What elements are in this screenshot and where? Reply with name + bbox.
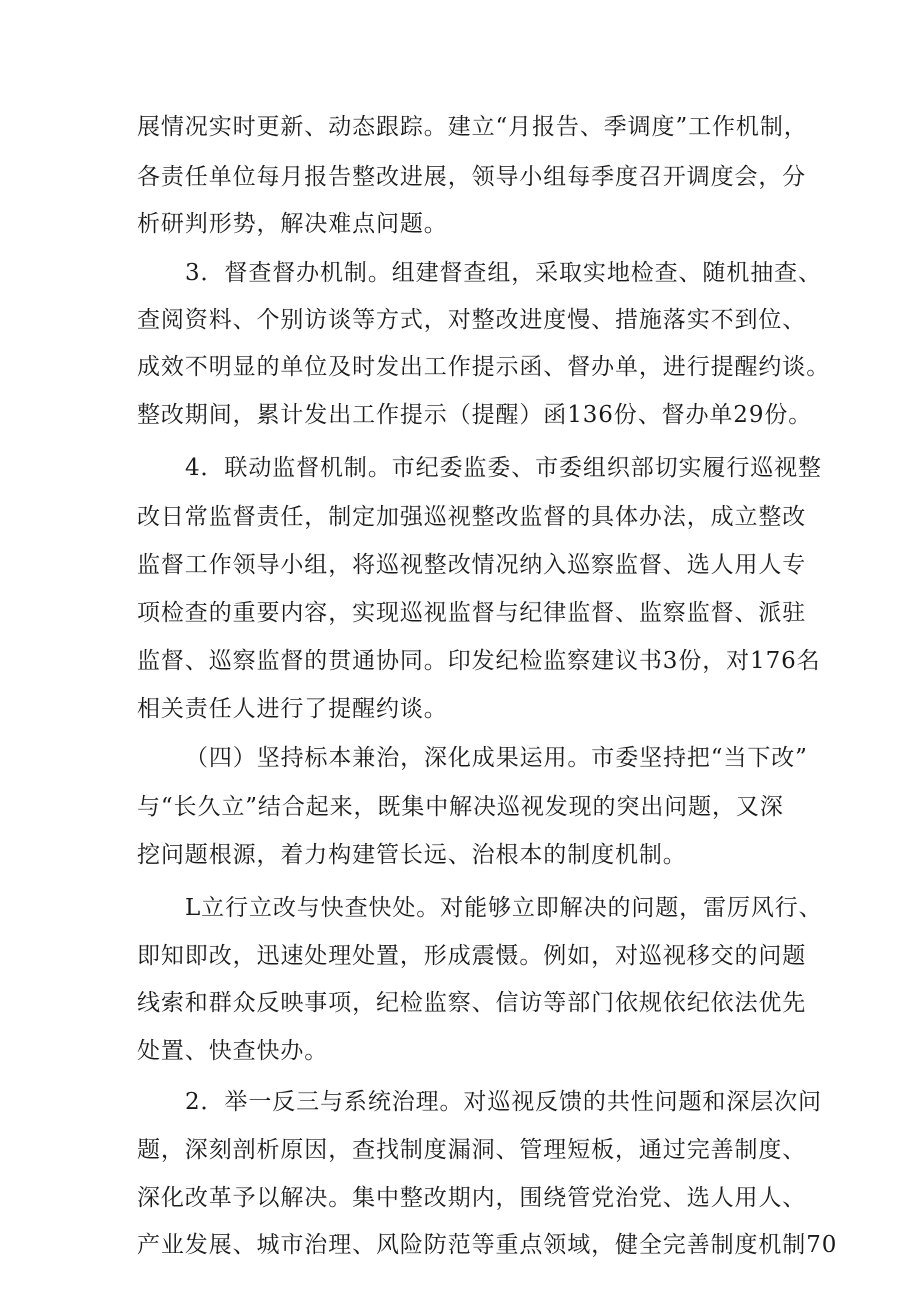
text-line: 成效不明显的单位及时发出工作提示函、督办单，进行提醒约谈。 xyxy=(137,354,831,380)
text-line: 题，深刻剖析原因，查找制度漏洞、管理短板，通过完善制度、 xyxy=(137,1137,807,1163)
text-line: 相关责任人进行了提醒约谈。 xyxy=(137,696,448,722)
text-line: 整改期间，累计发出工作提示（提醒）函136份、督办单29份。 xyxy=(137,402,813,428)
text-line: （四）坚持标本兼治，深化成果运用。市委坚持把“当下改” xyxy=(185,745,808,771)
text-line: 展情况实时更新、动态跟踪。建立“月报告、季调度”工作机制， xyxy=(137,114,808,140)
text-line: 深化改革予以解决。集中整改期内，围绕管党治党、选人用人、 xyxy=(137,1185,807,1211)
text-line: 各责任单位每月报告整改进展，领导小组每季度召开调度会，分 xyxy=(137,164,807,190)
text-line: 查阅资料、个别访谈等方式，对整改进度慢、措施落实不到位、 xyxy=(137,307,807,333)
text-line: 即知即改，迅速处理处置，形成震慑。例如，对巡视移交的问题 xyxy=(137,943,807,969)
text-line: 2．举一反三与系统治理。对巡视反馈的共性问题和深层次问 xyxy=(185,1089,822,1115)
text-line: 项检查的重要内容，实现巡视监督与纪律监督、监察监督、派驻 xyxy=(137,600,807,626)
text-line: 监督工作领导小组，将巡视整改情况纳入巡察监督、选人用人专 xyxy=(137,552,807,578)
text-line: 挖问题根源，着力构建管长远、治根本的制度机制。 xyxy=(137,842,687,868)
text-line: 3．督查督办机制。组建督查组，采取实地检查、随机抽查、 xyxy=(185,260,822,286)
text-line: 线索和群众反映事项，纪检监察、信访等部门依规依纪依法优先 xyxy=(137,990,807,1016)
text-line: 产业发展、城市治理、风险防范等重点领域，健全完善制度机制70 xyxy=(137,1232,838,1258)
text-line: 4．联动监督机制。市纪委监委、市委组织部切实履行巡视整 xyxy=(185,455,822,481)
text-line: 析研判形势，解决难点问题。 xyxy=(137,211,448,237)
text-line: 处置、快查快办。 xyxy=(137,1038,329,1064)
text-line: 改日常监督责任，制定加强巡视整改监督的具体办法，成立整改 xyxy=(137,504,807,530)
text-line: L立行立改与快查快处。对能够立即解决的问题，雷厉风行、 xyxy=(185,895,823,921)
text-line: 监督、巡察监督的贯通协同。印发纪检监察建议书3份，对176名 xyxy=(137,648,821,674)
text-line: 与“长久立”结合起来，既集中解决巡视发现的突出问题，又深 xyxy=(137,794,784,820)
